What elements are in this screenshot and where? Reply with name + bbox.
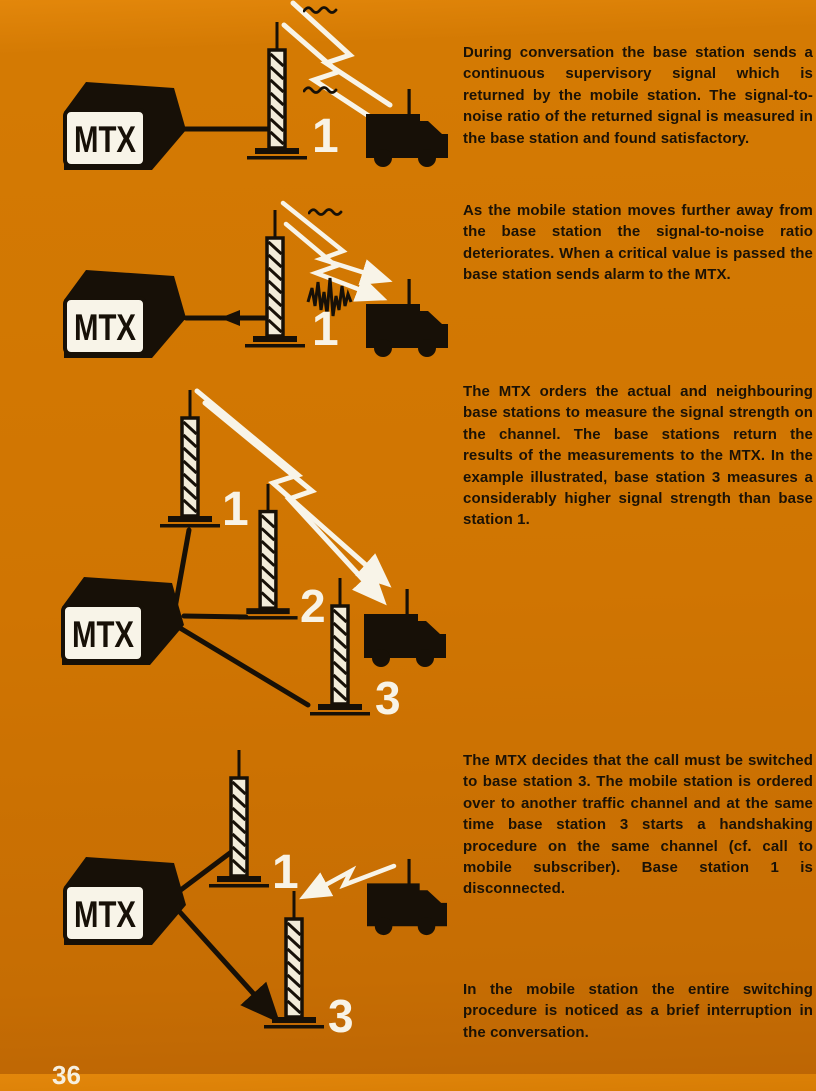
landline-link [184,616,246,617]
base-station-tower-icon [247,22,307,160]
base-station-tower-icon [264,891,324,1029]
mtx-label: MTX [74,119,137,160]
panel-1-supervision-diagram [0,0,460,190]
mobile-station-truck-icon [366,89,448,167]
station-number-label: 2 [300,580,326,632]
panel-4-handover-diagram [0,740,460,1074]
caption-interruption: In the mobile station the entire switching procedure is noticed as a brief interruption in the conversation. [463,981,813,1041]
mtx-label: MTX [74,894,137,935]
radio-signal-bolt-icon [293,3,390,105]
caption-handover: The MTX decides that the call must be switched to base station 3. The mobile station is ordered over to another traffic channel and at the same time base station 3 starts a handshaking procedure on the same channel (cf. call to mobile subscriber). Base station 1 is disconnected. [463,752,813,898]
panel-3-measurement-diagram [0,368,460,740]
mobile-station-truck-icon [366,279,448,357]
switch-order-link [178,910,270,1012]
page-number: 36 [52,1060,81,1090]
mtx-exchange-icon [64,82,186,170]
mtx-label: MTX [74,307,137,348]
noise-squiggle-icon [309,210,341,215]
caption-measurement: The MTX orders the actual and neighbouring base stations to measure the signal strength on the channel. The base stations return the results of the measurements to the MTX. In the example illustrated, base station 3 measures a considerably higher signal strength than base station 1. [463,383,813,529]
caption-alarm: As the mobile station moves further away from the base station the signal-to-noise ratio deteriorates. When a critical value is passed the base station sends alarm to the MTX. [463,202,813,284]
landline-link [180,628,308,705]
mtx-exchange-icon [64,857,186,945]
alarm-arrowhead-icon [220,310,240,326]
station-number-label: 3 [328,990,354,1042]
caption-supervision: During conversation the base station sends a continuous supervisory signal which is returned by the mobile station. The signal-to-noise ratio of the returned signal is measured in the base station and found satisfactory. [463,44,813,147]
landline-link [174,847,238,895]
station-number-label: 1 [312,110,339,163]
panel-2-alarm-diagram [0,190,460,368]
station-number-label: 3 [375,672,401,724]
landline-link [175,530,189,608]
mtx-exchange-icon [62,577,184,665]
station-number-label: 1 [272,846,299,899]
mobile-station-truck-icon [364,589,446,667]
noise-squiggle-icon [304,8,336,13]
mtx-label: MTX [72,614,135,655]
station-number-label: 1 [222,483,249,536]
radio-signal-bolt-icon [286,224,379,297]
mtx-exchange-icon [64,270,186,358]
station-number-label: 1 [312,303,339,356]
base-station-tower-icon [209,750,269,888]
